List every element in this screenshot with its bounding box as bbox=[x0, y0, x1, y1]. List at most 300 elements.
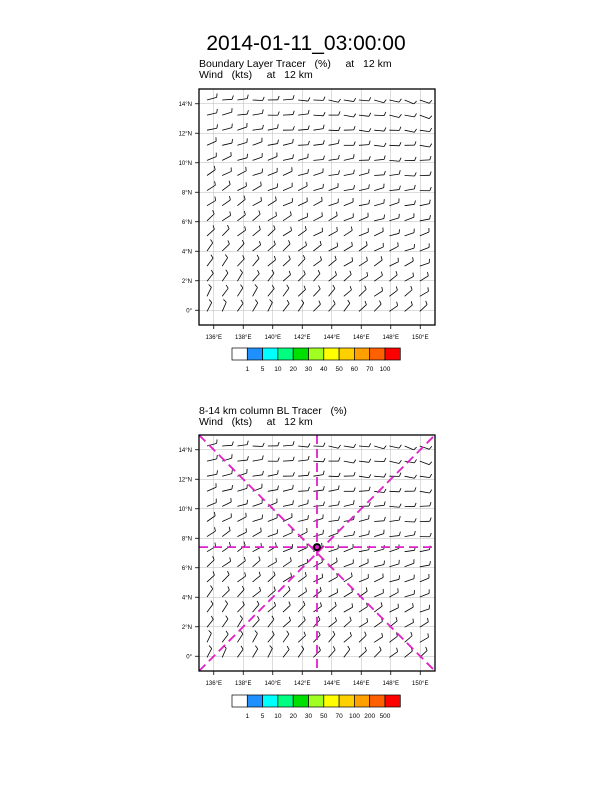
x-tick-label: 148°E bbox=[382, 681, 399, 687]
wind-barb bbox=[268, 112, 280, 116]
barb-flag bbox=[399, 158, 401, 162]
barb-shaft bbox=[329, 203, 339, 206]
barb-flag bbox=[227, 225, 229, 229]
barb-flag bbox=[293, 485, 294, 489]
barb-flag bbox=[352, 242, 353, 246]
barb-flag bbox=[397, 648, 398, 652]
barb-flag bbox=[209, 630, 212, 633]
barb-shaft bbox=[374, 175, 384, 176]
barb-shaft bbox=[420, 263, 429, 266]
wind-barb bbox=[374, 199, 384, 206]
barb-shaft bbox=[344, 174, 354, 176]
wind-barb bbox=[237, 269, 242, 281]
wind-barb bbox=[283, 557, 291, 566]
barb-flag bbox=[274, 602, 275, 606]
wind-barb bbox=[329, 227, 338, 236]
barb-shaft bbox=[405, 594, 415, 597]
wind-barb bbox=[420, 533, 432, 537]
barb-shaft bbox=[344, 636, 352, 642]
barb-flag bbox=[229, 196, 230, 200]
barb-shaft bbox=[313, 490, 323, 491]
wind-barb bbox=[329, 127, 341, 131]
wind-barb bbox=[329, 111, 340, 115]
colorbar-box bbox=[339, 695, 354, 707]
x-tick-label: 138°E bbox=[235, 335, 252, 341]
barb-flag bbox=[215, 181, 216, 185]
wind-barb bbox=[359, 632, 366, 643]
barb-flag bbox=[399, 142, 401, 146]
barb-flag bbox=[229, 527, 230, 531]
wind-barb bbox=[420, 115, 432, 119]
barb-flag bbox=[414, 447, 417, 450]
wind-barb bbox=[237, 196, 245, 206]
barb-shaft bbox=[374, 505, 384, 506]
barb-shaft bbox=[283, 143, 293, 145]
barb-shaft bbox=[283, 561, 291, 567]
barb-flag bbox=[260, 241, 261, 245]
barb-shaft bbox=[344, 576, 352, 581]
barb-flag bbox=[333, 285, 335, 288]
barb-shaft bbox=[344, 189, 354, 191]
barb-flag bbox=[247, 456, 248, 460]
wind-barb bbox=[207, 300, 212, 312]
barb-shaft bbox=[344, 446, 354, 448]
barb-flag bbox=[228, 586, 230, 590]
barb-shaft bbox=[268, 273, 274, 281]
barb-flag bbox=[257, 270, 259, 274]
wind-barb bbox=[253, 300, 258, 312]
barb-shaft bbox=[405, 563, 414, 567]
wind-barb bbox=[207, 137, 216, 145]
wind-barb bbox=[344, 257, 353, 266]
barb-flag bbox=[338, 501, 339, 505]
barb-shaft bbox=[207, 287, 211, 296]
barb-shaft bbox=[207, 97, 217, 100]
wind-barb bbox=[298, 213, 307, 221]
wind-barb bbox=[329, 271, 337, 281]
wind-barb bbox=[374, 184, 384, 191]
wind-barb bbox=[253, 587, 261, 597]
barb-flag bbox=[323, 97, 325, 101]
wind-barb bbox=[283, 198, 292, 206]
barb-shaft bbox=[222, 619, 228, 627]
wind-barbs bbox=[207, 93, 432, 311]
barb-shaft bbox=[329, 621, 337, 627]
barb-shaft bbox=[329, 606, 337, 612]
barb-flag bbox=[247, 441, 248, 445]
barb-flag bbox=[255, 630, 258, 633]
wind-barb bbox=[207, 153, 216, 161]
barb-flag bbox=[261, 528, 262, 532]
barb-flag bbox=[323, 458, 325, 462]
wind-barb bbox=[420, 172, 431, 176]
barb-shaft bbox=[222, 229, 229, 236]
barb-shaft bbox=[344, 261, 353, 266]
wind-barb bbox=[374, 446, 386, 449]
barb-shaft bbox=[237, 517, 246, 522]
barb-shaft bbox=[313, 144, 323, 145]
colorbar-box bbox=[324, 348, 339, 360]
barb-shaft bbox=[374, 130, 384, 131]
wind-barb bbox=[329, 199, 339, 206]
barb-flag bbox=[429, 446, 432, 449]
x-tick-label: 146°E bbox=[353, 335, 370, 341]
wind-barb bbox=[344, 617, 351, 627]
wind-barb bbox=[420, 461, 432, 465]
wind-barb bbox=[222, 225, 229, 236]
wind-barb bbox=[359, 574, 368, 582]
wind-barb bbox=[253, 138, 262, 146]
barb-shaft bbox=[359, 446, 369, 447]
barb-flag bbox=[291, 573, 292, 577]
barb-shaft bbox=[237, 504, 247, 507]
wind-barb bbox=[237, 226, 245, 236]
barb-shaft bbox=[359, 550, 369, 552]
wind-barb bbox=[253, 125, 264, 130]
barb-flag bbox=[308, 443, 310, 447]
barb-shaft bbox=[420, 491, 430, 493]
barb-shaft bbox=[298, 491, 308, 492]
barb-shaft bbox=[237, 230, 245, 236]
barb-shaft bbox=[359, 563, 368, 567]
wind-barb bbox=[222, 167, 231, 175]
barb-shaft bbox=[253, 100, 263, 101]
wind-barb bbox=[344, 488, 355, 492]
colorbar-label: 5 bbox=[260, 366, 265, 373]
wind-barb bbox=[253, 471, 264, 476]
barb-shaft bbox=[253, 532, 262, 537]
wind-barb bbox=[298, 471, 309, 476]
barb-flag bbox=[320, 256, 321, 260]
wind-barb bbox=[359, 487, 370, 492]
wind-barb bbox=[329, 573, 338, 582]
barb-flag bbox=[335, 256, 336, 260]
barb-shaft bbox=[329, 446, 339, 448]
barb-shaft bbox=[359, 622, 368, 627]
barb-flag bbox=[399, 488, 401, 492]
barb-shaft bbox=[222, 200, 230, 206]
barb-shaft bbox=[344, 535, 354, 537]
barb-shaft bbox=[405, 100, 414, 104]
wind-barb bbox=[268, 152, 277, 160]
barb-shaft bbox=[253, 576, 261, 582]
wind-barb bbox=[222, 211, 230, 220]
wind-barb bbox=[283, 529, 292, 537]
barb-flag bbox=[381, 256, 382, 260]
barb-flag bbox=[230, 211, 231, 215]
barb-flag bbox=[287, 300, 289, 303]
wind-barb bbox=[313, 140, 324, 145]
wind-barb bbox=[405, 100, 417, 104]
wind-barb bbox=[268, 442, 279, 446]
barb-flag bbox=[399, 127, 401, 131]
x-tick-label: 146°E bbox=[353, 681, 370, 687]
barb-shaft bbox=[420, 100, 429, 103]
barb-shaft bbox=[222, 590, 229, 597]
wind-barb bbox=[344, 531, 355, 536]
barb-flag bbox=[354, 98, 356, 101]
barb-flag bbox=[338, 139, 339, 143]
barb-flag bbox=[274, 241, 275, 245]
barb-flag bbox=[429, 100, 432, 103]
barb-shaft bbox=[329, 143, 339, 145]
barb-shaft bbox=[222, 517, 231, 521]
barb-shaft bbox=[298, 129, 308, 130]
barb-flag bbox=[308, 97, 310, 101]
wind-barb bbox=[359, 200, 370, 206]
barb-shaft bbox=[313, 160, 323, 161]
barb-flag bbox=[354, 114, 356, 117]
barb-flag bbox=[303, 601, 305, 605]
barb-shaft bbox=[359, 519, 369, 522]
barb-flag bbox=[323, 471, 324, 475]
barb-flag bbox=[339, 516, 340, 520]
wind-barb bbox=[344, 603, 353, 612]
barb-flag bbox=[287, 631, 289, 634]
wind-barb bbox=[313, 270, 320, 281]
barb-flag bbox=[276, 212, 277, 216]
barb-shaft bbox=[268, 200, 276, 205]
barb-shaft bbox=[237, 445, 247, 446]
wind-barb bbox=[344, 300, 350, 311]
barb-flag bbox=[241, 285, 243, 288]
barb-flag bbox=[428, 272, 429, 276]
barb-flag bbox=[354, 472, 355, 476]
wind-barb bbox=[298, 601, 305, 612]
barb-shaft bbox=[313, 216, 322, 221]
wind-barb bbox=[359, 515, 369, 522]
x-tick-label: 136°E bbox=[205, 681, 222, 687]
wind-barb bbox=[268, 571, 275, 582]
barb-shaft bbox=[313, 274, 320, 282]
barb-shaft bbox=[222, 604, 227, 612]
wind-barb bbox=[313, 168, 323, 175]
barb-shaft bbox=[420, 578, 429, 582]
barb-flag bbox=[430, 561, 431, 565]
barb-flag bbox=[384, 127, 386, 131]
barb-flag bbox=[399, 114, 401, 117]
barb-flag bbox=[430, 172, 431, 176]
barb-shaft bbox=[268, 216, 277, 221]
wind-barb bbox=[283, 300, 289, 311]
barb-flag bbox=[255, 646, 257, 649]
wind-barb bbox=[222, 299, 226, 311]
wind-barb bbox=[268, 124, 278, 130]
barb-shaft bbox=[222, 561, 230, 566]
barb-shaft bbox=[374, 621, 382, 627]
barb-shaft bbox=[222, 244, 229, 251]
wind-barb bbox=[374, 618, 382, 628]
barb-shaft bbox=[298, 217, 307, 221]
wind-barb bbox=[253, 443, 265, 447]
barb-flag bbox=[366, 241, 367, 245]
barb-flag bbox=[348, 300, 350, 303]
barb-shaft bbox=[329, 520, 339, 521]
barb-flag bbox=[211, 255, 213, 258]
barb-flag bbox=[318, 285, 320, 289]
barb-shaft bbox=[253, 620, 260, 627]
barb-flag bbox=[289, 617, 290, 621]
wind-barb bbox=[313, 241, 321, 251]
barb-shaft bbox=[374, 291, 382, 296]
wind-barb bbox=[253, 646, 258, 658]
colorbar-box bbox=[278, 348, 293, 360]
barb-shaft bbox=[313, 172, 323, 175]
wind-barb bbox=[313, 514, 323, 521]
wind-barb bbox=[313, 197, 322, 206]
wind-barb bbox=[329, 602, 337, 612]
barb-shaft bbox=[359, 188, 369, 190]
barb-shaft bbox=[298, 460, 308, 461]
wind-barb bbox=[222, 108, 232, 115]
wind-barb bbox=[283, 154, 293, 160]
barb-flag bbox=[430, 144, 432, 147]
barb-flag bbox=[308, 125, 309, 129]
barb-flag bbox=[428, 633, 429, 637]
wind-barb bbox=[374, 272, 382, 282]
wind-barb bbox=[253, 226, 261, 236]
barb-flag bbox=[339, 473, 341, 477]
barb-shaft bbox=[253, 245, 261, 251]
barb-flag bbox=[354, 154, 355, 158]
wind-barb bbox=[374, 155, 385, 160]
wind-barb bbox=[253, 556, 261, 566]
colorbar-box bbox=[309, 348, 324, 360]
barb-shaft bbox=[283, 461, 293, 462]
wind-barb bbox=[405, 559, 414, 567]
barb-flag bbox=[413, 603, 414, 607]
barb-shaft bbox=[207, 201, 216, 206]
barb-shaft bbox=[283, 445, 293, 446]
barb-flag bbox=[384, 112, 386, 116]
barb-shaft bbox=[268, 172, 277, 176]
barb-flag bbox=[245, 572, 246, 576]
barb-flag bbox=[414, 113, 416, 116]
barb-shaft bbox=[359, 534, 369, 536]
wind-barb bbox=[253, 528, 262, 537]
wind-barb bbox=[344, 460, 356, 463]
colorbar-label: 40 bbox=[320, 366, 328, 373]
barb-flag bbox=[278, 486, 279, 490]
barb-flag bbox=[308, 471, 309, 475]
colorbar-label: 30 bbox=[304, 713, 313, 720]
wind-barb bbox=[405, 185, 416, 191]
wind-barb bbox=[237, 285, 242, 297]
barb-flag bbox=[304, 632, 305, 636]
x-tick-label: 136°E bbox=[205, 335, 222, 341]
barb-shaft bbox=[298, 446, 308, 447]
wind-barb bbox=[359, 286, 366, 297]
wind-barb bbox=[283, 646, 289, 657]
barb-flag bbox=[354, 126, 355, 130]
wind-barb bbox=[283, 256, 290, 267]
barb-shaft bbox=[222, 502, 231, 506]
colorbar-label: 1 bbox=[245, 366, 250, 373]
wind-barb bbox=[344, 170, 355, 176]
x-tick-label: 142°E bbox=[294, 681, 311, 687]
barb-flag bbox=[308, 169, 309, 173]
y-tick-label: 2°N bbox=[181, 624, 192, 631]
barb-flag bbox=[384, 489, 386, 493]
barb-flag bbox=[274, 587, 275, 591]
barb-flag bbox=[243, 601, 245, 605]
barb-flag bbox=[244, 211, 245, 215]
barb-flag bbox=[290, 211, 291, 215]
wind-barb bbox=[329, 516, 340, 521]
wind-barb bbox=[253, 97, 265, 101]
wind-barb bbox=[344, 573, 352, 582]
wind-barb bbox=[222, 586, 229, 597]
y-tick-label: 14°N bbox=[178, 447, 192, 454]
barb-shaft bbox=[374, 260, 382, 266]
barb-flag bbox=[430, 200, 431, 204]
barb-shaft bbox=[405, 189, 415, 191]
wind-barb bbox=[268, 514, 277, 522]
colorbar-box bbox=[354, 348, 369, 360]
barb-flag bbox=[227, 571, 229, 575]
wind-barb bbox=[329, 183, 338, 190]
barb-flag bbox=[354, 500, 355, 504]
wind-barb bbox=[374, 171, 385, 176]
wind-barb bbox=[329, 170, 340, 175]
barb-flag bbox=[320, 602, 321, 606]
barb-shaft bbox=[253, 475, 263, 476]
barb-shaft bbox=[207, 128, 217, 130]
barb-flag bbox=[323, 112, 325, 116]
wind-barb bbox=[222, 571, 229, 582]
wind-barb bbox=[283, 602, 290, 613]
barb-flag bbox=[302, 646, 304, 649]
barb-flag bbox=[399, 473, 401, 477]
barb-shaft bbox=[298, 100, 308, 101]
wind-barb bbox=[268, 241, 276, 251]
wind-barb bbox=[298, 456, 309, 461]
barb-shaft bbox=[283, 288, 289, 296]
barb-shaft bbox=[405, 217, 414, 221]
colorbar-label: 100 bbox=[348, 713, 360, 720]
wind-barb bbox=[329, 588, 338, 597]
barb-shaft bbox=[420, 565, 430, 567]
barb-shaft bbox=[420, 145, 430, 147]
barb-flag bbox=[276, 542, 277, 546]
barb-flag bbox=[293, 126, 294, 130]
barb-flag bbox=[308, 141, 309, 145]
wind-barb bbox=[405, 141, 416, 145]
wind-barb bbox=[298, 110, 309, 115]
barb-shaft bbox=[329, 174, 339, 175]
barb-shaft bbox=[237, 199, 245, 205]
wind-barb bbox=[298, 270, 305, 281]
barb-shaft bbox=[405, 233, 414, 236]
barb-shaft bbox=[344, 504, 354, 506]
wind-barb bbox=[329, 99, 341, 102]
barb-shaft bbox=[344, 202, 353, 206]
wind-barb bbox=[237, 211, 245, 221]
barb-flag bbox=[354, 460, 356, 463]
main-title: 2014-01-11_03:00:00 bbox=[206, 32, 406, 55]
wind-barb bbox=[222, 124, 232, 131]
barb-shaft bbox=[420, 291, 429, 296]
barb-flag bbox=[337, 573, 338, 577]
y-tick-label: 8°N bbox=[181, 536, 192, 543]
wind-barb bbox=[420, 259, 430, 266]
y-tick-label: 6°N bbox=[181, 565, 192, 572]
barb-flag bbox=[259, 210, 260, 214]
x-tick-label: 144°E bbox=[323, 335, 340, 341]
barb-shaft bbox=[237, 460, 247, 461]
wind-barb bbox=[283, 457, 294, 461]
barb-shaft bbox=[237, 114, 247, 115]
